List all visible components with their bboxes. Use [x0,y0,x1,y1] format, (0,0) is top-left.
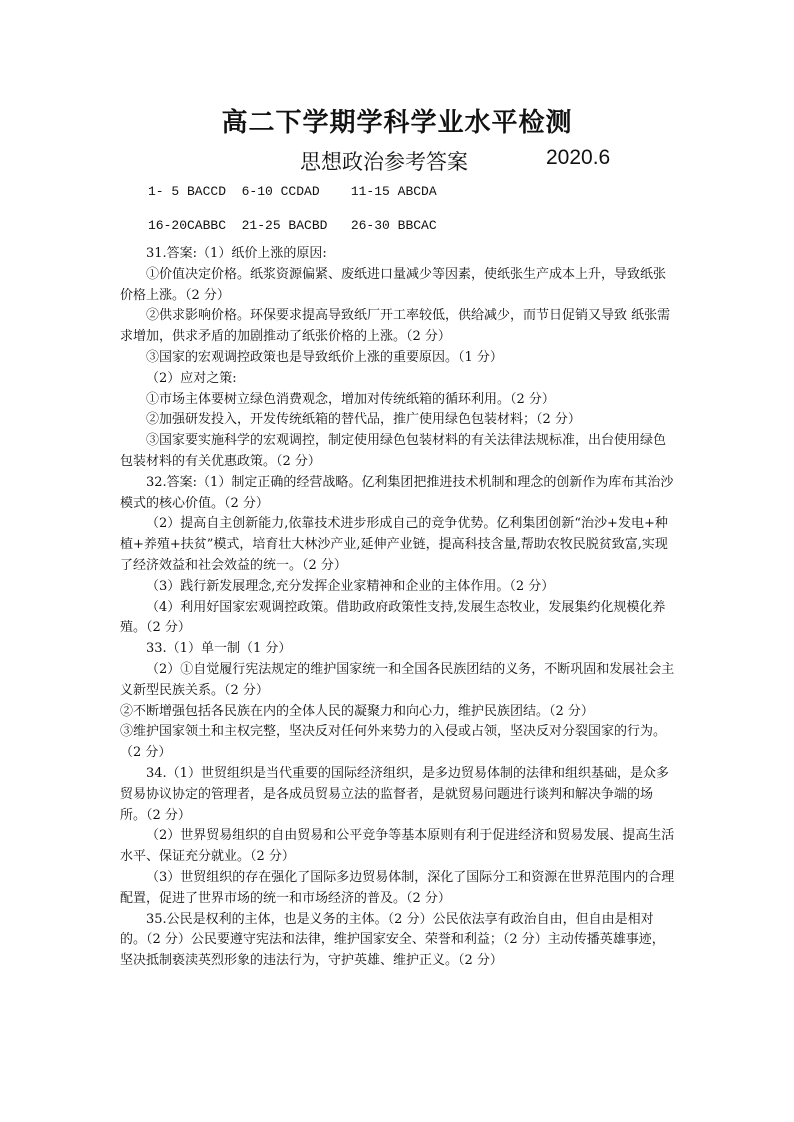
answer-paragraph: （2）世界贸易组织的自由贸易和公平竞争等基本原则有利于促进经济和贸易发展、提高生活水平、保证充分就业。（2 分） [120,828,675,865]
answer-paragraph: 33.（1）单一制（1 分） [146,641,292,657]
answer-paragraph: 35.公民是权利的主体，也是义务的主体。（2 分）公民依法享有政治自由，但自由是相对的。（2 分）公民要遵守宪法和法律，维护国家安全、荣誉和利益；（2 分）主动传播英雄事迹，坚决抵制亵渎英烈形象的违法行为，守护英雄、维护正义。（2 分） [120,911,665,969]
answer-paragraph: ①市场主体要树立绿色消费观念，增加对传统纸箱的循环利用。（2 分） [146,391,555,407]
choice-answers-line-1: 1- 5 BACCD 6-10 CCDAD 11-15 ABCDA [148,184,437,199]
answer-paragraph: ③维护国家领土和主权完整，坚决反对任何外来势力的入侵或占领，坚决反对分裂国家的行为。（2 分） [120,724,667,761]
page-title: 高二下学期学科学业水平检测 [221,108,573,138]
answer-paragraph: （3）世贸组织的存在强化了国际多边贸易体制，深化了国际分工和资源在世界范围内的合理配置，促进了世界市场的统一和市场经济的普及。（2 分） [120,869,675,906]
answer-body [120,244,676,972]
answer-paragraph: 34.（1）世贸组织是当代重要的国际经济组织，是多边贸易体制的法律和组织基础，是众多贸易协议协定的管理者，是各成员贸易立法的监督者，是就贸易问题进行谈判和解决争端的场所。（2 分） [120,765,669,823]
answer-paragraph: （2）应对之策: [146,370,237,386]
answer-paragraph: （4）利用好国家宏观调控政策。借助政府政策性支持,发展生态牧业，发展集约化规模化养殖。（2 分） [120,599,666,636]
answer-paragraph: ③国家的宏观调控政策也是导致纸价上涨的重要原因。（1 分） [146,349,503,365]
answer-paragraph: ①价值决定价格。纸浆资源偏紧、废纸进口量减少等因素，使纸张生产成本上升，导致纸张价格上涨。（2 分） [120,266,667,303]
answer-paragraph: ②加强研发投入，开发传统纸箱的替代品，推广使用绿色包装材料；（2 分） [146,412,581,428]
page-subtitle: 思想政治参考答案 [300,150,468,174]
answer-paragraph: 31.答案:（1）纸价上涨的原因: [146,246,327,261]
answer-paragraph: ③国家要实施科学的宏观调控，制定使用绿色包装材料的有关法律法规标准，出台使用绿色包装材料的有关优惠政策。（2 分） [120,433,667,469]
exam-date: 2020.6 [546,146,611,169]
answer-paragraph: ②不断增强包括各民族在内的全体人民的凝聚力和向心力，维护民族团结。（2 分） [120,703,594,719]
choice-answers-line-2: 16-20CABBC 21-25 BACBD 26-30 BBCAC [148,218,437,233]
answer-paragraph: （3）践行新发展理念,充分发挥企业家精神和企业的主体作用。（2 分） [146,578,555,594]
answer-paragraph: ②供求影响价格。环保要求提高导致纸厂开工率较低，供给减少，而节日促销又导致 纸张需求增加，供求矛盾的加剧推动了纸张价格的上涨。（2 分） [120,308,671,345]
answer-paragraph: 32.答案:（1）制定正确的经营战略。亿利集团把推进技术机制和理念的创新作为库布其治沙模式的核心价值。（2 分） [120,474,674,511]
answer-paragraph: （2）提高自主创新能力,依靠技术进步形成自己的竞争优势。亿利集团创新“治沙+发电+种植+养殖+扶贫”模式，培育壮大林沙产业,延伸产业链，提高科技含量,帮助农牧民脱贫致富,实现了经济效益和社会效益的统一。（2 分） [120,516,668,573]
answer-paragraph: （2）①自觉履行宪法规定的维护国家统一和全国各民族团结的义务，不断巩固和发展社会主义新型民族关系。（2 分） [120,661,675,698]
